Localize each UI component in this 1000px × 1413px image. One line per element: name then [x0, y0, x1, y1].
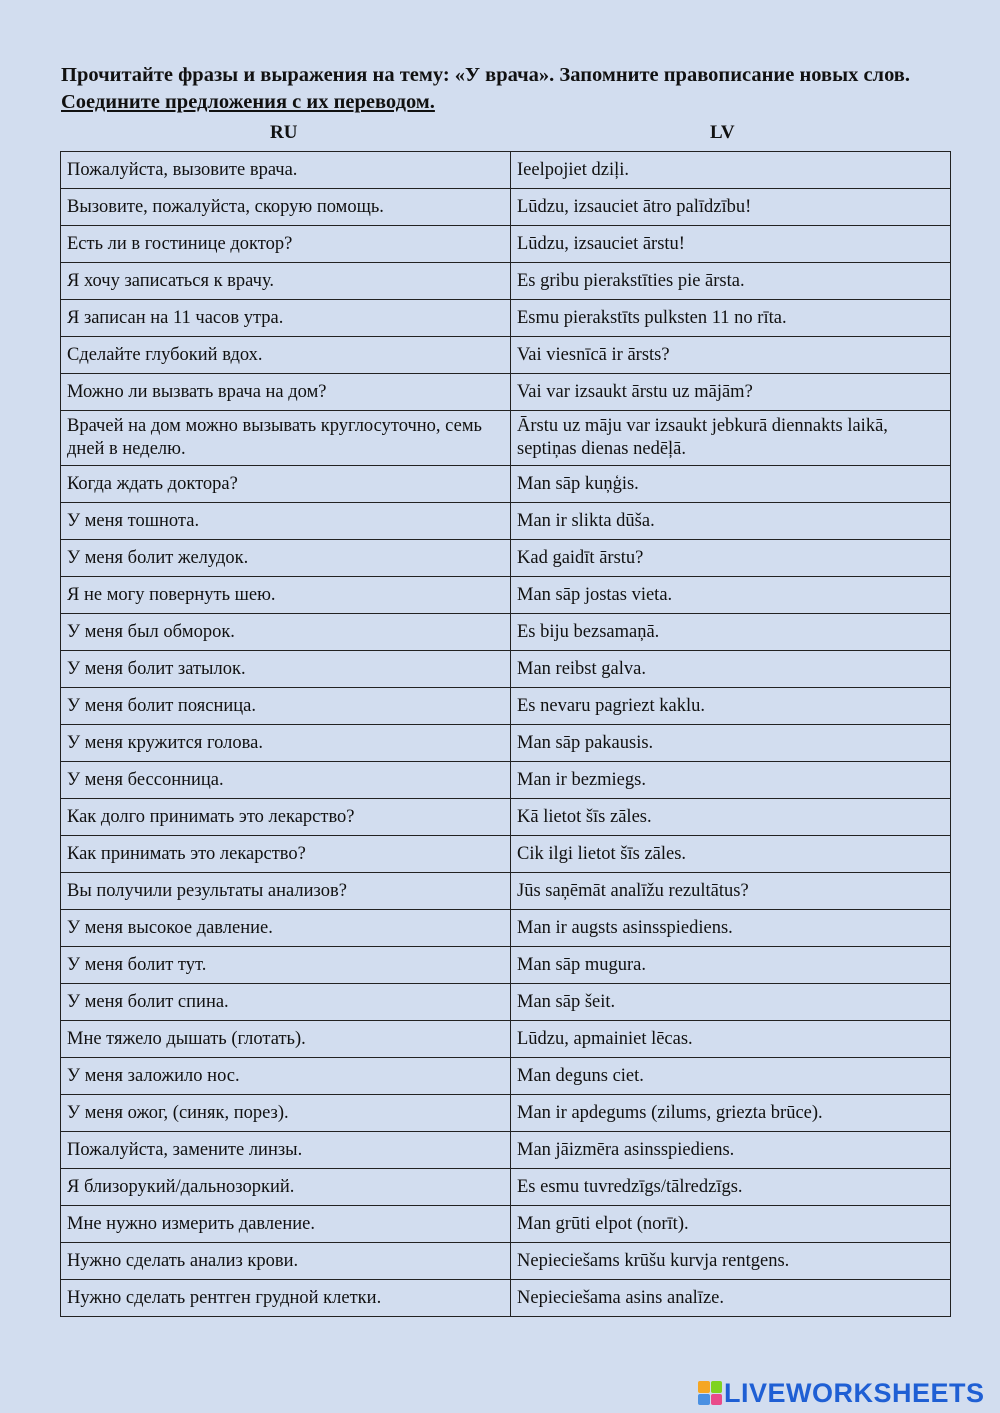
ru-phrase-cell: У меня болит тут.	[61, 947, 511, 984]
lv-phrase-cell: Es esmu tuvredzīgs/tālredzīgs.	[511, 1169, 951, 1206]
ru-phrase-cell: У меня заложило нос.	[61, 1058, 511, 1095]
ru-phrase-cell: У меня болит желудок.	[61, 540, 511, 577]
instructions-task: Соедините предложения с их переводом.	[61, 91, 435, 113]
table-row	[61, 984, 951, 1021]
table-row	[61, 836, 951, 873]
column-header-ru: RU	[270, 122, 298, 143]
table-row	[61, 263, 951, 300]
table-row	[61, 1280, 951, 1317]
table-row	[61, 1058, 951, 1095]
lv-phrase-cell: Man sāp jostas vieta.	[511, 577, 951, 614]
ru-phrase-cell: У меня болит поясница.	[61, 688, 511, 725]
ru-phrase-cell: У меня высокое давление.	[61, 910, 511, 947]
table-row	[61, 503, 951, 540]
lv-phrase-cell: Lūdzu, izsauciet ātro palīdzību!	[511, 189, 951, 226]
ru-phrase-cell: Мне тяжело дышать (глотать).	[61, 1021, 511, 1058]
table-row	[61, 762, 951, 799]
lv-phrase-cell: Man sāp šeit.	[511, 984, 951, 1021]
lv-phrase-cell: Lūdzu, izsauciet ārstu!	[511, 226, 951, 263]
instructions-text: Прочитайте фразы и выражения на тему: «У врача». Запомните правописание новых слов.	[61, 64, 910, 86]
logo-icon	[698, 1381, 722, 1405]
table-row	[61, 725, 951, 762]
ru-phrase-cell: У меня бессонница.	[61, 762, 511, 799]
lv-phrase-cell: Lūdzu, apmainiet lēcas.	[511, 1021, 951, 1058]
lv-phrase-cell: Es nevaru pagriezt kaklu.	[511, 688, 951, 725]
lv-phrase-cell: Nepieciešams krūšu kurvja rentgens.	[511, 1243, 951, 1280]
table-row	[61, 1132, 951, 1169]
ru-phrase-cell: Когда ждать доктора?	[61, 466, 511, 503]
table-row	[61, 152, 951, 189]
table-row	[61, 189, 951, 226]
lv-phrase-cell: Man ir slikta dūša.	[511, 503, 951, 540]
table-row	[61, 873, 951, 910]
lv-phrase-cell: Nepieciešama asins analīze.	[511, 1280, 951, 1317]
table-row	[61, 411, 951, 466]
lv-phrase-cell: Man reibst galva.	[511, 651, 951, 688]
lv-phrase-cell: Es biju bezsamaņā.	[511, 614, 951, 651]
ru-phrase-cell: У меня болит затылок.	[61, 651, 511, 688]
ru-phrase-cell: У меня тошнота.	[61, 503, 511, 540]
table-row	[61, 577, 951, 614]
liveworksheets-logo	[698, 1378, 985, 1408]
ru-phrase-cell: У меня кружится голова.	[61, 725, 511, 762]
lv-phrase-cell: Kad gaidīt ārstu?	[511, 540, 951, 577]
ru-phrase-cell: Я хочу записаться к врачу.	[61, 263, 511, 300]
ru-phrase-cell: Как принимать это лекарство?	[61, 836, 511, 873]
ru-phrase-cell: Как долго принимать это лекарство?	[61, 799, 511, 836]
ru-phrase-cell: Пожалуйста, замените линзы.	[61, 1132, 511, 1169]
lv-phrase-cell: Man sāp pakausis.	[511, 725, 951, 762]
ru-phrase-cell: Нужно сделать рентген грудной клетки.	[61, 1280, 511, 1317]
lv-phrase-cell: Man jāizmēra asinsspiediens.	[511, 1132, 951, 1169]
lv-phrase-cell: Es gribu pierakstīties pie ārsta.	[511, 263, 951, 300]
ru-phrase-cell: Врачей на дом можно вызывать круглосуточно, семь дней в неделю.	[61, 411, 511, 466]
ru-phrase-cell: Я записан на 11 часов утра.	[61, 300, 511, 337]
ru-phrase-cell: Пожалуйста, вызовите врача.	[61, 152, 511, 189]
table-row	[61, 374, 951, 411]
lv-phrase-cell: Ārstu uz māju var izsaukt jebkurā diennakts laikā, septiņas dienas nedēļā.	[511, 411, 951, 466]
ru-phrase-cell: У меня был обморок.	[61, 614, 511, 651]
ru-phrase-cell: Я не могу повернуть шею.	[61, 577, 511, 614]
lv-phrase-cell: Man ir augsts asinsspiediens.	[511, 910, 951, 947]
ru-phrase-cell: Мне нужно измерить давление.	[61, 1206, 511, 1243]
ru-phrase-cell: У меня ожог, (синяк, порез).	[61, 1095, 511, 1132]
lv-phrase-cell: Man grūti elpot (norīt).	[511, 1206, 951, 1243]
lv-phrase-cell: Cik ilgi lietot šīs zāles.	[511, 836, 951, 873]
lv-phrase-cell: Man sāp mugura.	[511, 947, 951, 984]
table-row	[61, 910, 951, 947]
ru-phrase-cell: Есть ли в гостинице доктор?	[61, 226, 511, 263]
lv-phrase-cell: Ieelpojiet dziļi.	[511, 152, 951, 189]
table-row	[61, 337, 951, 374]
lv-phrase-cell: Vai var izsaukt ārstu uz mājām?	[511, 374, 951, 411]
instructions	[61, 62, 941, 116]
lv-phrase-cell: Kā lietot šīs zāles.	[511, 799, 951, 836]
lv-phrase-cell: Man sāp kuņģis.	[511, 466, 951, 503]
table-row	[61, 799, 951, 836]
lv-phrase-cell: Man ir bezmiegs.	[511, 762, 951, 799]
lv-phrase-cell: Vai viesnīcā ir ārsts?	[511, 337, 951, 374]
ru-phrase-cell: Вы получили результаты анализов?	[61, 873, 511, 910]
lv-phrase-cell: Jūs saņēmāt analīžu rezultātus?	[511, 873, 951, 910]
table-row	[61, 466, 951, 503]
column-header-lv: LV	[710, 122, 735, 143]
ru-phrase-cell: Я близорукий/дальнозоркий.	[61, 1169, 511, 1206]
table-row	[61, 300, 951, 337]
ru-phrase-cell: Вызовите, пожалуйста, скорую помощь.	[61, 189, 511, 226]
table-row	[61, 651, 951, 688]
lv-phrase-cell: Esmu pierakstīts pulksten 11 no rīta.	[511, 300, 951, 337]
lv-phrase-cell: Man ir apdegums (zilums, griezta brūce).	[511, 1095, 951, 1132]
lv-phrase-cell: Man deguns ciet.	[511, 1058, 951, 1095]
table-row	[61, 540, 951, 577]
table-row	[61, 614, 951, 651]
table-row	[61, 1206, 951, 1243]
table-row	[61, 1243, 951, 1280]
table-row	[61, 947, 951, 984]
table-row	[61, 688, 951, 725]
ru-phrase-cell: У меня болит спина.	[61, 984, 511, 1021]
table-row	[61, 1095, 951, 1132]
ru-phrase-cell: Сделайте глубокий вдох.	[61, 337, 511, 374]
ru-phrase-cell: Можно ли вызвать врача на дом?	[61, 374, 511, 411]
table-row	[61, 1169, 951, 1206]
ru-phrase-cell: Нужно сделать анализ крови.	[61, 1243, 511, 1280]
phrase-table	[60, 151, 951, 1317]
logo-text: LIVEWORKSHEETS	[724, 1377, 985, 1408]
table-row	[61, 1021, 951, 1058]
table-row	[61, 226, 951, 263]
